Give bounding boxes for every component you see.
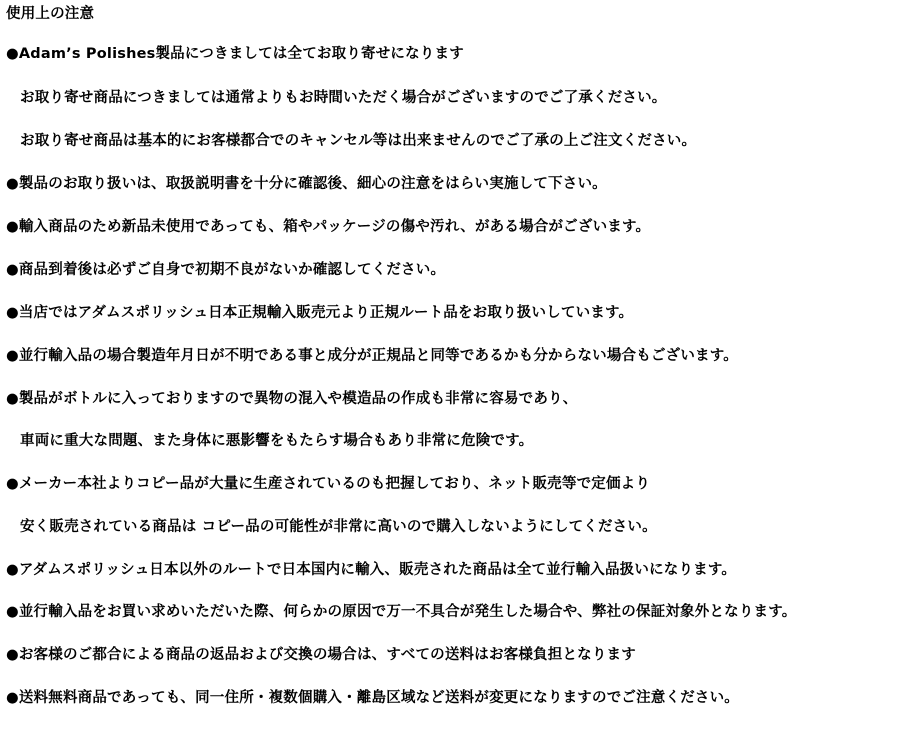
notice-line: お取り寄せ商品は基本的にお客様都合でのキャンセル等は出来ませんのでご了承の上ご注文ください。 — [20, 133, 697, 149]
notice-line: ●並行輸入品の場合製造年月日が不明である事と成分が正規品と同等であるかも分からない場合もございます。 — [6, 348, 738, 364]
notice-line: ●製品のお取り扱いは、取扱説明書を十分に確認後、細心の注意をはらい実施して下さい。 — [6, 176, 607, 192]
notice-line: 安く販売されている商品は コピー品の可能性が非常に高いので購入しないようにしてください。 — [20, 519, 657, 535]
notice-line: 車両に重大な問題、また身体に悪影響をもたらす場合もあり非常に危険です。 — [20, 433, 534, 449]
notice-line: ●メーカー本社よりコピー品が大量に生産されているのも把握しており、ネット販売等で定価より — [6, 476, 651, 492]
page-title: 使用上の注意 — [6, 6, 95, 22]
notice-line: ●Adam’s Polishes製品につきましては全てお取り寄せになります — [6, 46, 464, 62]
notice-line: ●送料無料商品であっても、同一住所・複数個購入・離島区域など送料が変更になりますのでご注意ください。 — [6, 690, 740, 706]
notice-line: ●アダムスポリッシュ日本以外のルートで日本国内に輸入、販売された商品は全て並行輸入品扱いになります。 — [6, 562, 737, 578]
notice-line: ●お客様のご都合による商品の返品および交換の場合は、すべての送料はお客様負担となります — [6, 647, 636, 663]
notice-line: ●当店ではアダムスポリッシュ日本正規輸入販売元より正規ルート品をお取り扱いしています。 — [6, 305, 634, 321]
notice-line: ●輸入商品のため新品未使用であっても、箱やパッケージの傷や汚れ、がある場合がございます。 — [6, 219, 651, 235]
notice-line: ●並行輸入品をお買い求めいただいた際、何らかの原因で万一不具合が発生した場合や、弊社の保証対象外となります。 — [6, 604, 797, 620]
notice-line: ●製品がボトルに入っておりますので異物の混入や模造品の作成も非常に容易であり、 — [6, 391, 578, 407]
notice-line: お取り寄せ商品につきましては通常よりもお時間いただく場合がございますのでご了承ください。 — [20, 90, 667, 106]
notice-line: ●商品到着後は必ずご自身で初期不良がないか確認してください。 — [6, 262, 446, 278]
